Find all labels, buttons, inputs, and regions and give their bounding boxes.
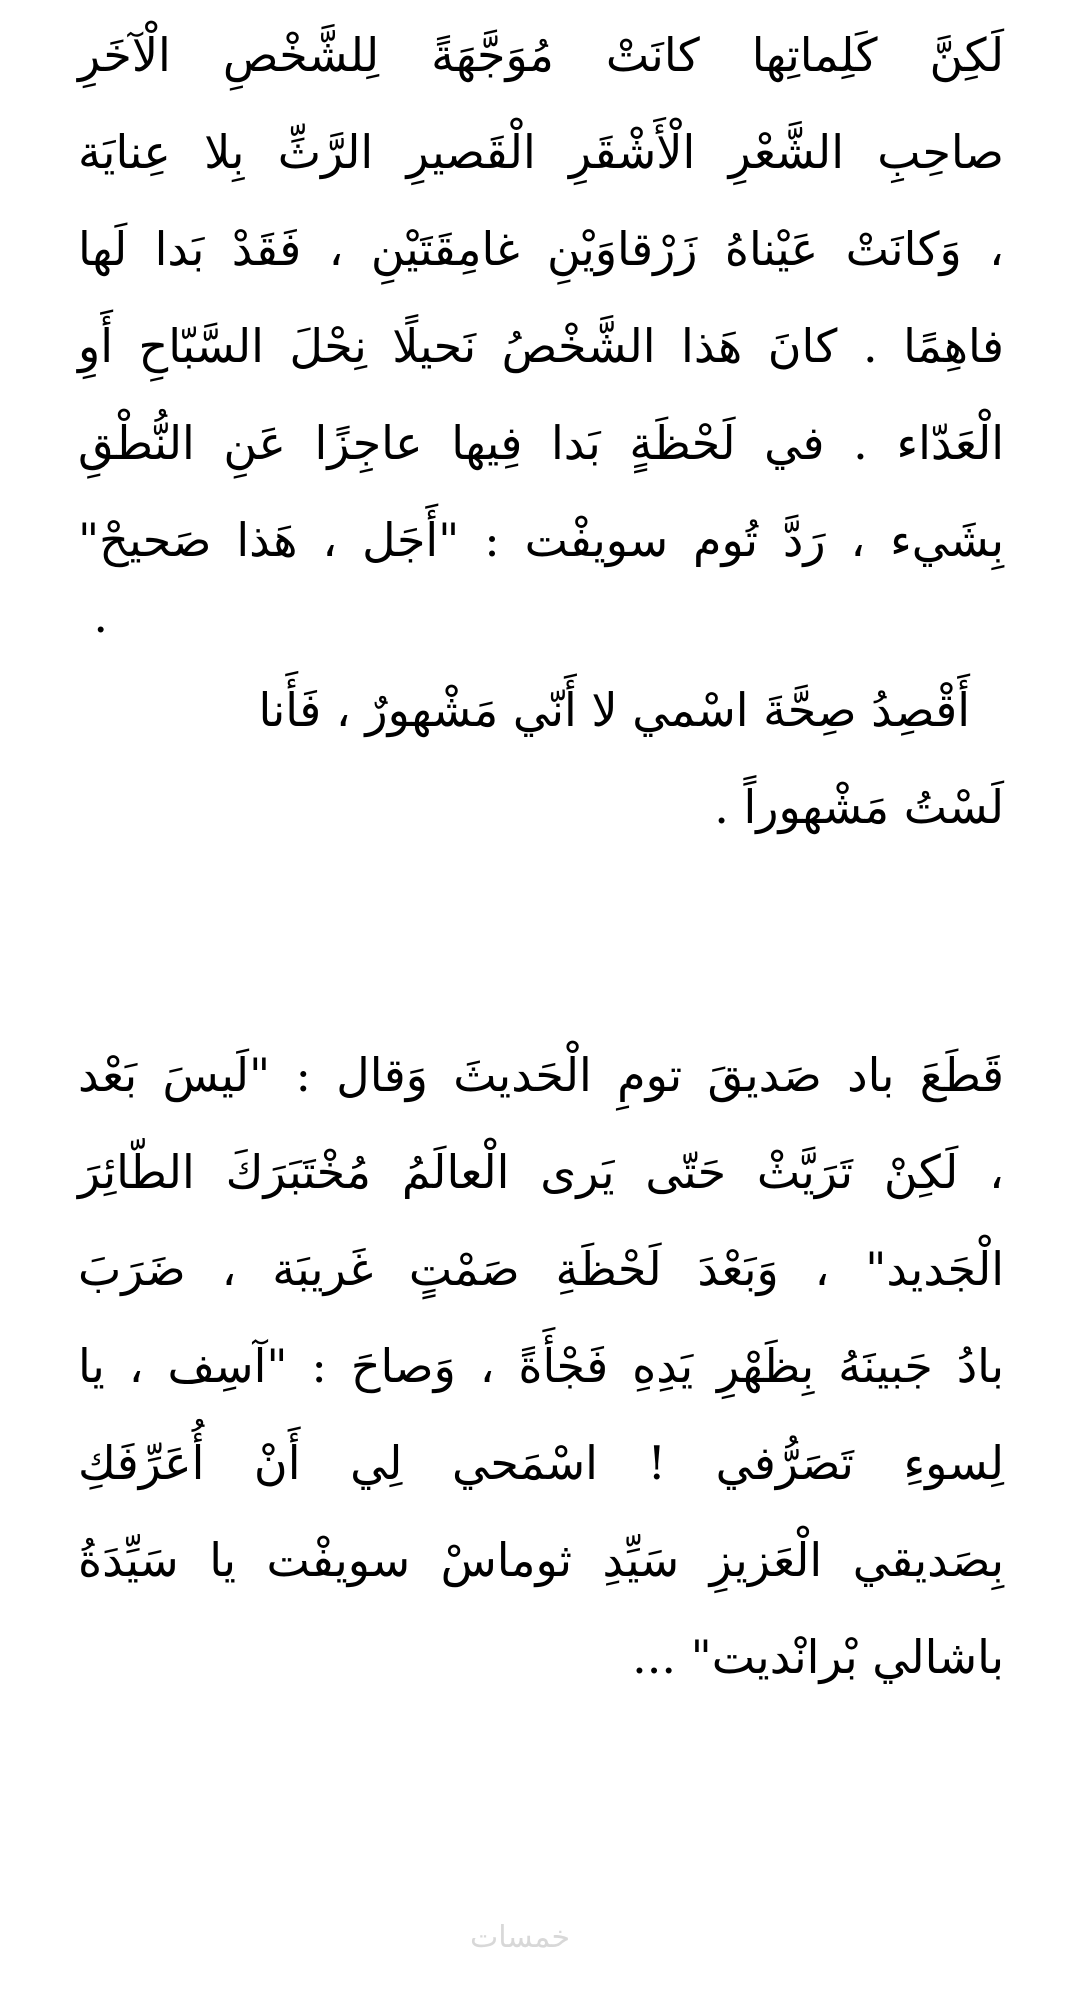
- text-line-13: بادُ جَبينَهُ بِظَهْرِ يَدِهِ فَجْأَةً ، وَصاحَ : "آسِف ، يا: [78, 1339, 1004, 1393]
- text-line-11: ، لَكِنْ تَرَيَّثْ حَتّى يَرى الْعالَمُ مُخْتَبَرَكَ الطّائِرَ: [78, 1145, 1004, 1199]
- text-line-4: فاهِمًا . كانَ هَذا الشَّخْصُ نَحيلًا نِحْلَ السَّبّاحِ أَوِ: [78, 319, 1004, 373]
- text-line-15: بِصَديقي الْعَزيزِ سَيِّدِ ثوماسْ سويفْت يا سَيِّدَةُ: [78, 1533, 1004, 1587]
- text-line-12: الْجَديد" ، وَبَعْدَ لَحْظَةِ صَمْتٍ غَريبَة ، ضَرَبَ: [78, 1242, 1004, 1296]
- text-line-7-period: .: [93, 589, 108, 643]
- text-line-1: لَكِنَّ كَلِماتِها كانَتْ مُوَجَّهَةً لِلشَّخْصِ الْآخَرِ: [78, 28, 1004, 82]
- watermark-logo: خمسات: [470, 1920, 571, 1955]
- text-line-9: لَسْتُ مَشْهوراً .: [714, 780, 1004, 834]
- text-line-8: أَقْصِدُ صِحَّةَ اسْمي لا أَنّي مَشْهورٌ ، فَأَنا: [258, 683, 970, 737]
- text-line-10: قَطَعَ باد صَديقَ تومِ الْحَديثَ وَقال : "لَيسَ بَعْد: [78, 1048, 1004, 1102]
- text-line-14: لِسوءِ تَصَرُّفي ! اسْمَحي لِي أَنْ أُعَرِّفَكِ: [78, 1436, 1004, 1490]
- text-line-3: ، وَكانَتْ عَيْناهُ زَرْقاوَيْنِ غامِقَتَيْنِ ، فَقَدْ بَدا لَها: [78, 222, 1004, 276]
- text-line-16: باشالي بْرانْديت" ...: [632, 1630, 1004, 1684]
- text-line-2: صاحِبِ الشَّعْرِ الْأَشْقَرِ الْقَصيرِ الرَّثِّ بِلا عِنايَة: [78, 125, 1004, 179]
- text-line-5: الْعَدّاء . في لَحْظَةٍ بَدا فِيها عاجِزًا عَنِ النُّطْقِ: [78, 416, 1004, 470]
- text-line-6: بِشَيء ، رَدَّ تُوم سويفْت : "أَجَل ، هَذا صَحيحْ": [78, 513, 1004, 567]
